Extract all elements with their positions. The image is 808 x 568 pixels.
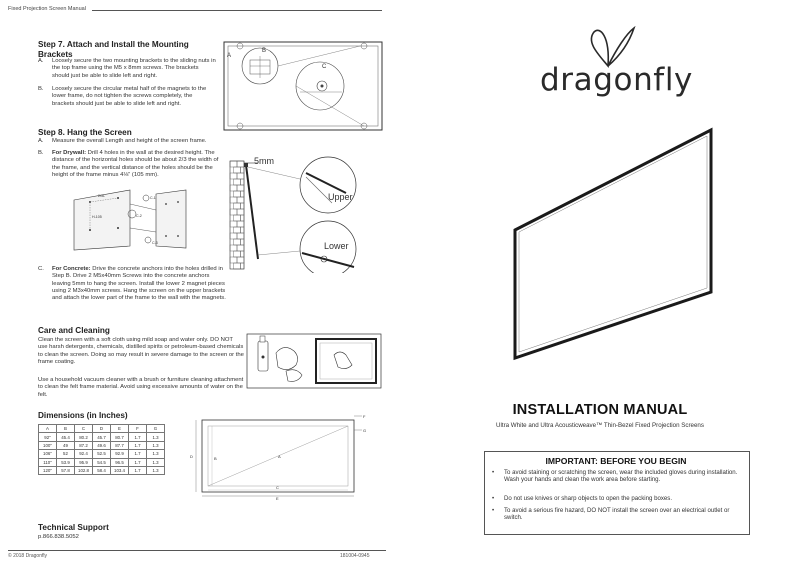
table-cell: 1.7 bbox=[129, 450, 147, 458]
important-item-1-text: To avoid staining or scratching the screen, wear the included gloves during installation. Wash your hands and clean the work area before starting. bbox=[504, 469, 738, 484]
table-cell: 120" bbox=[39, 466, 57, 474]
dim-header-cell: D bbox=[93, 425, 111, 433]
table-cell: 58.4 bbox=[93, 466, 111, 474]
step8-item-c bbox=[38, 266, 228, 302]
dim-diagram-label-d: D bbox=[190, 454, 193, 459]
table-cell: 45.7 bbox=[93, 433, 111, 441]
footer-copyright: © 2018 Dragonfly bbox=[8, 553, 47, 559]
dim-header-cell: A bbox=[39, 425, 57, 433]
drill-label-c3: C-3 bbox=[152, 241, 158, 245]
dim-header-cell: F bbox=[129, 425, 147, 433]
drill-dim-horizontal-label: 2/3L bbox=[98, 194, 105, 198]
footer-code: 181004-0945 bbox=[340, 553, 370, 559]
table-cell: 52 bbox=[57, 450, 75, 458]
step8-item-a-key: A. bbox=[38, 138, 44, 144]
table-row bbox=[39, 433, 165, 441]
bracket-figure-label-c: C bbox=[322, 64, 327, 70]
step8-item-b-text: Drill 4 holes in the wall at the desired height. The distance of the horizontal holes should be about 2/3 the width of the frame, and the vertical distance of the holes should be the height of the frame minus 4⅛” (105 mm). bbox=[52, 150, 219, 178]
step8-item-b-label: For Drywall: bbox=[52, 150, 87, 156]
dim-header-cell: B bbox=[57, 425, 75, 433]
gap-5mm-label: 5mm bbox=[254, 156, 274, 166]
bullet-icon: • bbox=[492, 469, 495, 476]
table-cell: 80.7 bbox=[111, 433, 129, 441]
care-title: Care and Cleaning bbox=[38, 326, 110, 335]
table-cell: 49.6 bbox=[93, 441, 111, 449]
care-paragraph-1: Clean the screen with a soft cloth using mild soap and water only. DO NOT use harsh detergents, chemicals, distilled spirits or petroleum-based chemicals to clean the screen. Doing so may result in severe damage to the screen or the frame coating. bbox=[38, 337, 244, 365]
dim-diagram-label-b: B bbox=[214, 456, 217, 461]
dimensions-diagram bbox=[188, 410, 368, 502]
important-item-3-text: To avoid a serious fire hazard, DO NOT install the screen over an electrical outlet or switch. bbox=[504, 507, 730, 522]
step8-item-b bbox=[38, 150, 228, 179]
table-cell: 1.3 bbox=[147, 450, 165, 458]
support-phone: p.866.838.5052 bbox=[38, 534, 79, 540]
table-row bbox=[39, 441, 165, 449]
brick-wall bbox=[230, 161, 244, 269]
step8-item-a bbox=[38, 138, 228, 145]
table-cell: 1.7 bbox=[129, 458, 147, 466]
bullet-icon: • bbox=[492, 507, 495, 514]
dim-diagram-label-f: F bbox=[363, 414, 366, 419]
step7-item-b-key: B. bbox=[38, 86, 44, 92]
drill-label-c1: C-1 bbox=[150, 196, 156, 200]
bracket-figure-label-a: A bbox=[227, 53, 232, 59]
bullet-icon: • bbox=[492, 495, 495, 502]
table-cell: 1.3 bbox=[147, 441, 165, 449]
table-cell: 92" bbox=[39, 433, 57, 441]
important-title: IMPORTANT: BEFORE YOU BEGIN bbox=[545, 456, 687, 466]
table-cell: 1.3 bbox=[147, 458, 165, 466]
table-cell: 106" bbox=[39, 450, 57, 458]
dim-header-cell: C bbox=[75, 425, 93, 433]
manual-subtitle: Ultra White and Ultra Acousticweave™ Thin-Bezel Fixed Projection Screens bbox=[496, 422, 704, 429]
table-cell: 1.3 bbox=[147, 433, 165, 441]
step7-title-line2: Brackets bbox=[38, 49, 73, 59]
table-cell: 102.8 bbox=[75, 466, 93, 474]
support-title: Technical Support bbox=[38, 523, 109, 532]
table-cell: 1.7 bbox=[129, 433, 147, 441]
manual-title: INSTALLATION MANUAL bbox=[512, 402, 688, 418]
dim-diagram-label-c: C bbox=[276, 485, 279, 490]
drill-holes-diagram bbox=[70, 186, 220, 252]
step7-item-a-key: A. bbox=[38, 58, 44, 64]
table-cell: 87.2 bbox=[75, 441, 93, 449]
dim-header-cell: E bbox=[111, 425, 129, 433]
step8-item-a-text: Measure the overall Length and height of the screen frame. bbox=[52, 138, 207, 144]
table-cell: 57.8 bbox=[57, 466, 75, 474]
step8-item-c-key: C. bbox=[38, 266, 44, 272]
table-cell: 1.7 bbox=[129, 441, 147, 449]
dim-diagram-label-e: E bbox=[276, 496, 279, 501]
important-item-2 bbox=[492, 495, 742, 502]
care-paragraph-2: Use a household vacuum cleaner with a brush or furniture cleaning attachment to clean the felt frame material. Avoid using excessive amounts of water on the felt. bbox=[38, 377, 244, 398]
step8-item-b-key: B. bbox=[38, 150, 44, 156]
footer-rule bbox=[8, 550, 386, 551]
step7-item-b bbox=[38, 86, 216, 108]
table-cell: 92.4 bbox=[75, 450, 93, 458]
step8-item-c-label: For Concrete: bbox=[52, 266, 91, 272]
table-cell: 49 bbox=[57, 441, 75, 449]
cleaning-illustration bbox=[246, 333, 382, 389]
dimensions-header-row bbox=[39, 425, 165, 433]
dim-header-cell: G bbox=[147, 425, 165, 433]
table-cell: 1.7 bbox=[129, 466, 147, 474]
table-cell: 1.3 bbox=[147, 466, 165, 474]
table-cell: 87.7 bbox=[111, 441, 129, 449]
table-cell: 95.9 bbox=[75, 458, 93, 466]
drill-dim-vertical-label: H-105 bbox=[92, 215, 102, 219]
step8-title: Step 8. Hang the Screen bbox=[38, 128, 132, 137]
wall-hang-diagram bbox=[228, 155, 388, 273]
dimensions-table bbox=[38, 424, 165, 475]
table-cell: 110" bbox=[39, 458, 57, 466]
screen-product-illustration bbox=[505, 126, 719, 362]
dim-diagram-label-a: A bbox=[278, 454, 281, 459]
manual-header: Fixed Projection Screen Manual bbox=[8, 6, 86, 12]
important-item-2-text: Do not use knives or sharp objects to open the packing boxes. bbox=[504, 495, 673, 502]
step7-title-line1: Step 7. Attach and Install the Mounting bbox=[38, 40, 189, 49]
table-cell: 45.4 bbox=[57, 433, 75, 441]
table-cell: 53.9 bbox=[57, 458, 75, 466]
table-cell: 54.5 bbox=[93, 458, 111, 466]
table-cell: 80.2 bbox=[75, 433, 93, 441]
important-item-1 bbox=[492, 469, 742, 484]
step7-item-b-text: Loosely secure the circular metal half of the magnets to the lower frame, do not tighten the screws completely, the brackets should just be able to slide left and right. bbox=[52, 86, 207, 107]
table-row bbox=[39, 450, 165, 458]
header-rule bbox=[92, 10, 382, 11]
table-cell: 92.9 bbox=[111, 450, 129, 458]
step7-item-a bbox=[38, 58, 216, 80]
upper-detail-label: Upper bbox=[328, 192, 353, 202]
brand-name: dragonfly bbox=[540, 62, 693, 98]
bracket-mounting-diagram bbox=[222, 40, 386, 134]
step7-item-a-text: Loosely secure the two mounting brackets to the sliding nuts in the top frame using the M5 x 8mm screws. The brackets should just be able to slide left and right. bbox=[52, 58, 216, 79]
table-cell: 96.5 bbox=[111, 458, 129, 466]
important-item-3 bbox=[492, 507, 742, 522]
table-cell: 52.5 bbox=[93, 450, 111, 458]
table-cell: 100" bbox=[39, 441, 57, 449]
table-row bbox=[39, 466, 165, 474]
step8-item-c-text: Drive the concrete anchors into the holes drilled in Step B. Drive 2 M5x40mm Screws into the concrete anchors leaving 5mm to hang the screen. Install the lower 2 magnet pieces using 2 M3x40mm screws. Hang the screen on the upper brackets and attach the lower part of the frame to the wall with the magnets. bbox=[52, 266, 226, 302]
lower-detail-label: Lower bbox=[324, 241, 349, 251]
dim-diagram-label-g: G bbox=[363, 428, 367, 433]
table-cell: 103.4 bbox=[111, 466, 129, 474]
dimensions-title: Dimensions (in Inches) bbox=[38, 411, 128, 420]
drill-label-c2: C-2 bbox=[136, 214, 142, 218]
step7-title bbox=[38, 40, 218, 59]
bracket-figure-label-b: B bbox=[262, 48, 267, 54]
table-row bbox=[39, 458, 165, 466]
